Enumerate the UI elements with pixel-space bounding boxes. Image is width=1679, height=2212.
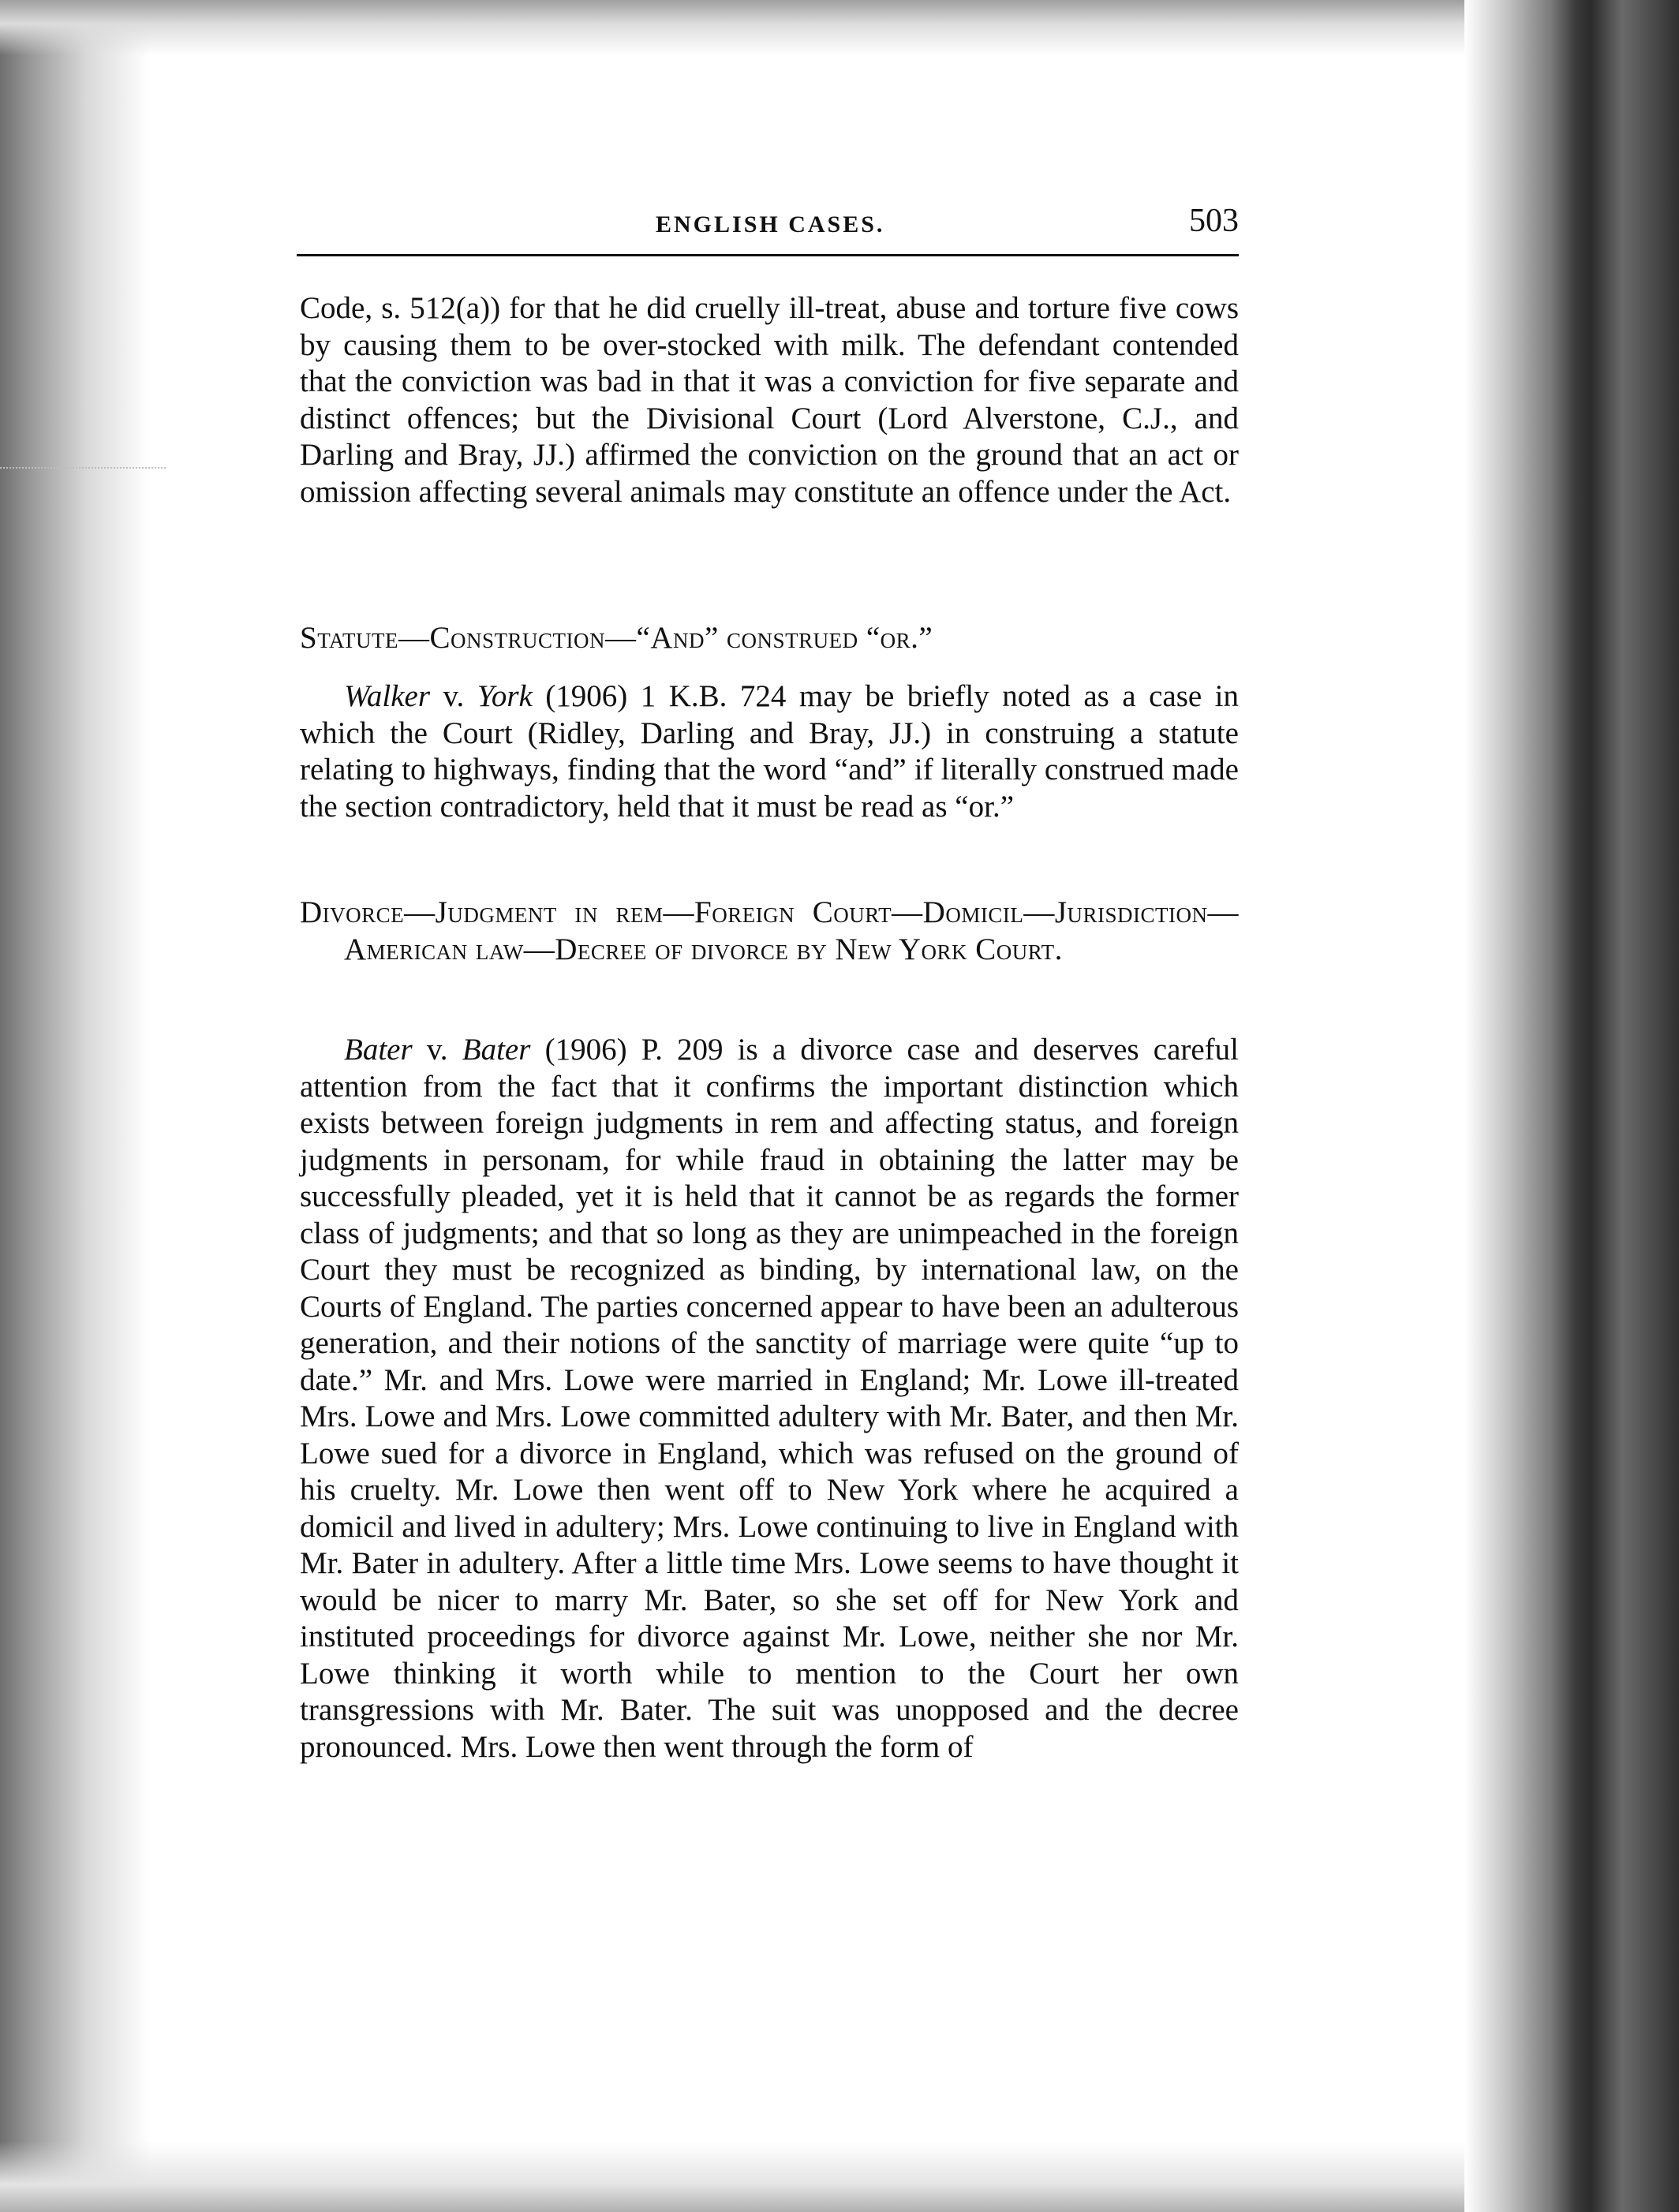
scan-dotted-line <box>0 467 166 469</box>
paragraph-continuation <box>300 290 1239 510</box>
heading-text: Divorce—Judgment in rem—Foreign Court—Domicil—Jurisdiction—American law—Decree of divorce by New York Court. <box>300 895 1239 966</box>
running-head <box>297 202 1239 241</box>
paragraph-text: (1906) P. 209 is a divorce case and deserves careful attention from the fact that it confirms the important distinction which exists between foreign judgments in rem and affecting status, and foreign judgments in personam, for while fraud in obtaining the latter may be successfully pleaded, yet it is held that it cannot be as regards the former class of judgments; and that so long as they are unimpeached in the foreign Court they must be recognized as binding, by international law, on the Courts of England. The parties concerned appear to have been an adulterous generation, and their notions of the sanctity of marriage were quite “up to date.” Mr. and Mrs. Lowe were married in England; Mr. Lowe ill-treated Mrs. Lowe and Mrs. Lowe committed adultery with Mr. Bater, and then Mr. Lowe sued for a divorce in England, which was refused on the ground of his cruelty. Mr. Lowe then went off to New York where he acquired a domicil and lived in adultery; Mrs. Lowe continuing to live in England with Mr. Bater in adultery. After a little time Mrs. Lowe seems to have thought it would be nicer to marry Mr. Bater, so she set off for New York and instituted proceedings for divorce against Mr. Lowe, neither she nor Mr. Lowe thinking it worth while to mention to the Court her own transgressions with Mr. Bater. The suit was unopposed and the decree pronounced. Mrs. Lowe then went through the form of <box>300 1033 1240 1764</box>
running-title: ENGLISH CASES. <box>656 211 885 237</box>
paragraph-walker-v-york <box>300 678 1239 825</box>
case-versus: v. <box>412 1033 462 1067</box>
case-defendant: York <box>477 679 533 713</box>
paragraph-text: (1906) 1 K.B. 724 may be briefly noted as a case in which the Court (Ridley, Darling and Bray, JJ.) in construing a statute relating to highways, finding that the word “and” if literally construed made the section contradictory, held that it must be read as “or.” <box>300 679 1239 824</box>
case-plaintiff: Bater <box>344 1033 413 1067</box>
case-plaintiff: Walker <box>344 679 431 713</box>
section-heading-divorce <box>300 895 1239 968</box>
paragraph-text: Code, s. 512(a)) for that he did cruelly ill-treat, abuse and torture five cows by causing them to be over-stocked with milk. The defendant contended that the conviction was bad in that it was a conviction for five separate and distinct offences; but the Divisional Court (Lord Alverstone, C.J., and Darling and Bray, JJ.) affirmed the conviction on the ground that an act or omission affecting several animals may constitute an offence under the Act. <box>300 291 1239 509</box>
scan-shadow-top <box>0 0 1468 55</box>
book-spine-edge <box>1464 0 1679 2212</box>
heading-text: Statute—Construction—“And” construed “or.” <box>300 621 933 655</box>
case-defendant: Bater <box>462 1033 531 1067</box>
header-rule <box>297 254 1239 256</box>
page-number: 503 <box>1189 203 1239 239</box>
paragraph-bater-v-bater <box>300 1032 1239 1765</box>
scan-shadow-left <box>0 0 150 2212</box>
paragraph-body <box>300 1032 1239 1765</box>
paragraph-body <box>300 678 1239 825</box>
case-versus: v. <box>430 679 477 713</box>
section-heading-statute <box>300 620 1239 657</box>
scan-shadow-bottom <box>0 2141 1468 2212</box>
